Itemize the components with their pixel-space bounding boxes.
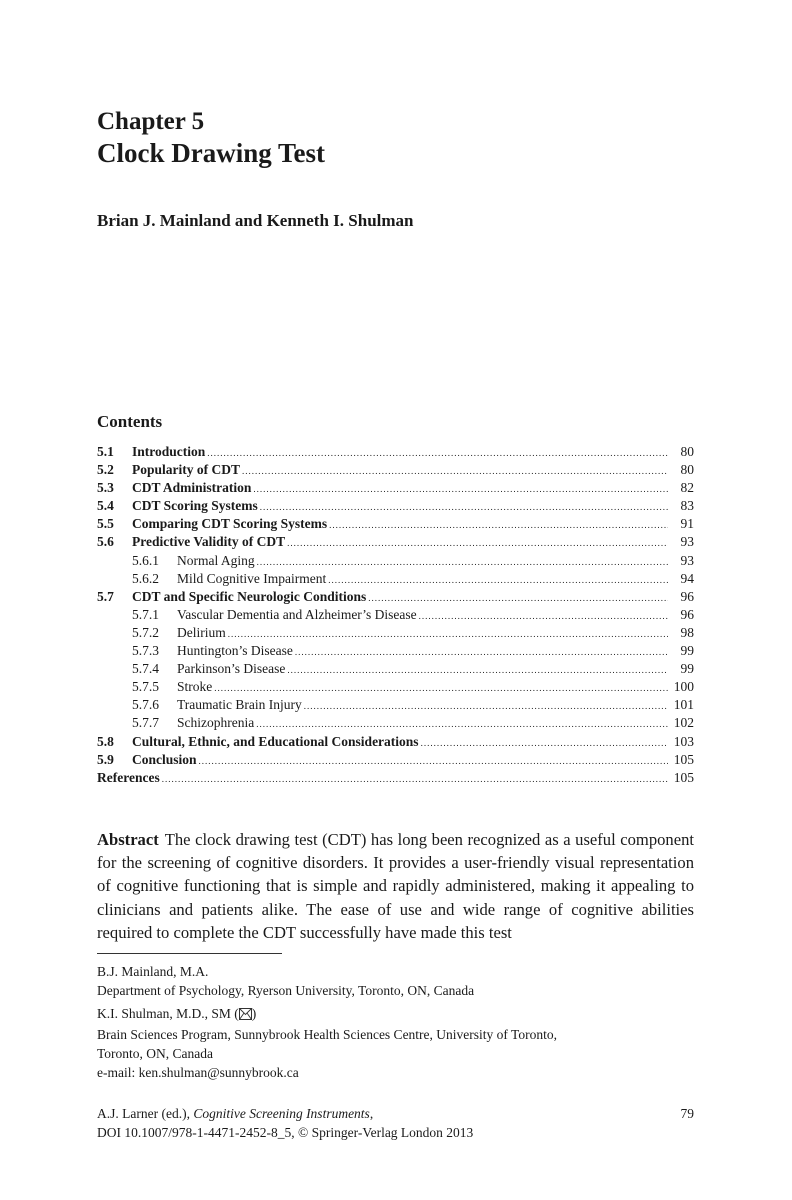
toc-entry-title: CDT Scoring Systems — [132, 498, 258, 514]
toc-entry-title: Comparing CDT Scoring Systems — [132, 516, 328, 532]
toc-entry-page: 100 — [673, 679, 694, 695]
toc-entry-page: 98 — [680, 624, 694, 640]
author1-name: B.J. Mainland, M.A. — [97, 964, 209, 979]
toc-entry[interactable] — [97, 660, 694, 678]
toc-entry-number: 5.7.7 — [132, 715, 159, 731]
toc-entry-page: 82 — [680, 480, 694, 496]
toc-leader-dots — [257, 552, 668, 571]
chapter-title: Clock Drawing Test — [97, 138, 326, 168]
toc-entry-number: 5.4 — [97, 498, 114, 514]
toc-entry-page: 101 — [673, 697, 694, 713]
toc-leader-dots — [242, 461, 668, 480]
citation-line — [97, 1104, 694, 1123]
toc-entry-page: 91 — [680, 516, 694, 532]
toc-leader-dots — [287, 533, 668, 552]
toc-entry[interactable] — [97, 515, 694, 533]
toc-entry-title: Delirium — [177, 624, 226, 640]
toc-leader-dots — [421, 733, 668, 752]
author2-affiliation-2: Toronto, ON, Canada — [97, 1046, 214, 1061]
toc-leader-dots — [228, 624, 668, 643]
toc-leader-dots — [199, 751, 668, 770]
toc-leader-dots — [368, 588, 668, 607]
toc-leader-dots — [328, 570, 668, 589]
toc-entry-number: 5.6.1 — [132, 552, 159, 568]
envelope-icon — [239, 1006, 252, 1025]
toc-leader-dots — [260, 497, 668, 516]
toc-entry[interactable] — [97, 642, 694, 660]
page-footer — [97, 1104, 694, 1142]
toc-leader-dots — [304, 696, 668, 715]
toc-entry-page: 93 — [680, 552, 694, 568]
toc-entry-title: Conclusion — [132, 751, 197, 767]
toc-entry-title: CDT Administration — [132, 480, 252, 496]
toc-entry-number: 5.7.1 — [132, 606, 159, 622]
toc-entry-page: 103 — [673, 733, 694, 749]
toc-entry[interactable] — [97, 751, 694, 769]
abstract — [97, 828, 694, 944]
author2-email[interactable]: e-mail: ken.shulman@sunnybrook.ca — [97, 1065, 299, 1080]
table-of-contents — [97, 443, 694, 787]
chapter-number: Chapter 5 — [97, 108, 205, 135]
toc-entry[interactable] — [97, 588, 694, 606]
author2-name: K.I. Shulman, M.D., SM ( — [97, 1006, 239, 1021]
toc-entry-title: Schizophrenia — [177, 715, 255, 731]
toc-entry-number: 5.8 — [97, 733, 114, 749]
toc-entry[interactable] — [97, 696, 694, 714]
toc-entry[interactable] — [97, 552, 694, 570]
toc-leader-dots — [419, 606, 668, 625]
toc-entry-page: 99 — [680, 661, 694, 677]
toc-entry[interactable] — [97, 461, 694, 479]
toc-entry-page: 80 — [680, 462, 694, 478]
toc-entry-page: 105 — [673, 769, 694, 785]
toc-leader-dots — [287, 660, 668, 679]
toc-entry[interactable] — [97, 769, 694, 787]
toc-entry-title: Introduction — [132, 444, 206, 459]
toc-entry-page: 102 — [673, 715, 694, 731]
toc-leader-dots — [162, 769, 668, 788]
toc-entry-number: 5.7.5 — [132, 679, 159, 695]
toc-entry-title: Parkinson’s Disease — [177, 661, 286, 677]
toc-entry[interactable] — [97, 497, 694, 515]
author2-affiliation-1: Brain Sciences Program, Sunnybrook Health Sciences Centre, University of Toronto, — [97, 1027, 557, 1042]
toc-entry-title: Cultural, Ethnic, and Educational Considerations — [132, 733, 419, 749]
toc-entry[interactable] — [97, 479, 694, 497]
contents-heading: Contents — [97, 412, 163, 431]
toc-entry-page: 80 — [680, 444, 694, 459]
toc-leader-dots — [253, 479, 668, 498]
toc-entry-page: 105 — [673, 751, 694, 767]
footnote-author2 — [97, 1004, 697, 1082]
toc-entry[interactable] — [97, 570, 694, 588]
toc-entry-number: 5.6.2 — [132, 570, 159, 586]
author2-name-line — [97, 1004, 697, 1025]
toc-entry[interactable] — [97, 678, 694, 696]
citation-editor: A.J. Larner (ed.), — [97, 1106, 194, 1121]
toc-entry-page: 96 — [680, 606, 694, 622]
toc-entry-page: 96 — [680, 588, 694, 604]
toc-entry[interactable] — [97, 733, 694, 751]
toc-entry[interactable] — [97, 606, 694, 624]
toc-entry-page: 83 — [680, 498, 694, 514]
toc-entry-title: CDT and Specific Neurologic Conditions — [132, 588, 367, 604]
toc-entry-title: Vascular Dementia and Alzheimer’s Disease — [177, 606, 417, 622]
toc-entry-title: Traumatic Brain Injury — [177, 697, 302, 713]
doi-line: DOI 10.1007/978-1-4471-2452-8_5, © Springer-Verlag London 2013 — [97, 1125, 474, 1140]
toc-entry-number: 5.7.6 — [132, 697, 159, 713]
toc-entry-title: Mild Cognitive Impairment — [177, 570, 327, 586]
toc-entry-title: Normal Aging — [177, 552, 255, 568]
toc-leader-dots — [256, 714, 668, 733]
toc-entry-number: 5.7.4 — [132, 661, 159, 677]
toc-leader-dots — [214, 678, 668, 697]
toc-leader-dots — [295, 642, 668, 661]
toc-entry-number: 5.6 — [97, 534, 114, 550]
toc-entry[interactable] — [97, 443, 694, 461]
toc-entry-title: Predictive Validity of CDT — [132, 534, 286, 550]
toc-entry[interactable] — [97, 624, 694, 642]
citation-sep: , — [369, 1106, 374, 1121]
toc-entry-title: Popularity of CDT — [132, 462, 240, 478]
book-title: Cognitive Screening Instruments — [193, 1106, 370, 1121]
toc-entry-title: Stroke — [177, 679, 213, 695]
toc-entry-number: 5.7 — [97, 588, 114, 604]
toc-entry-page: 99 — [680, 643, 694, 659]
toc-entry-number: 5.2 — [97, 462, 114, 478]
toc-entry-number: 5.7.2 — [132, 624, 159, 640]
toc-leader-dots — [329, 515, 668, 534]
toc-leader-dots — [207, 443, 668, 462]
toc-entry[interactable] — [97, 533, 694, 551]
author2-name-close: ) — [251, 1006, 257, 1021]
abstract-text: The clock drawing test (CDT) has long been recognized as a useful component for the screening of cognitive disorders. It provides a user-friendly visual representation of cognitive functioning that is simple and rapidly administered, making it appealing to clinicians and patients alike. The ease of use and wide range of cognitive abilities required to complete the CDT successfully have made this test — [97, 830, 694, 942]
toc-entry-page: 93 — [680, 534, 694, 550]
toc-entry-page: 94 — [680, 570, 694, 586]
footnote-author1 — [97, 962, 697, 1000]
page-number: 79 — [680, 1106, 694, 1121]
toc-entry-number: 5.7.3 — [132, 643, 159, 659]
toc-entry-number: 5.3 — [97, 480, 114, 496]
toc-entry-number: 5.5 — [97, 516, 114, 532]
footnote-divider — [97, 953, 282, 954]
author1-affiliation: Department of Psychology, Ryerson University, Toronto, ON, Canada — [97, 983, 475, 998]
abstract-label: Abstract — [97, 830, 159, 849]
toc-entry-title: Huntington’s Disease — [177, 643, 293, 659]
toc-entry-number: 5.9 — [97, 751, 114, 767]
toc-entry[interactable] — [97, 714, 694, 732]
toc-entry-number: 5.1 — [97, 444, 114, 459]
toc-entry-title: References — [97, 769, 160, 785]
chapter-authors: Brian J. Mainland and Kenneth I. Shulman — [97, 211, 414, 230]
